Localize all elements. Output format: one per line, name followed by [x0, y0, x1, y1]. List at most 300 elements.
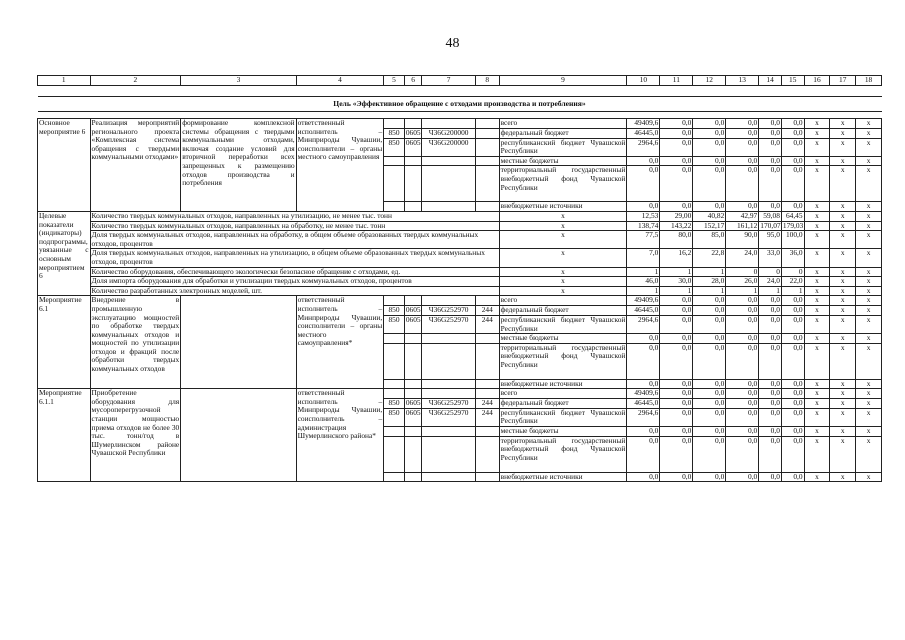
year-value: x: [830, 436, 856, 472]
gap-row: [38, 112, 882, 119]
year-value: x: [804, 436, 830, 472]
section-code: [404, 166, 422, 202]
grbs-code: [384, 436, 405, 472]
year-value: 0,0: [726, 334, 759, 344]
indicator-x: x: [499, 249, 627, 267]
year-value: 0,0: [781, 306, 804, 316]
column-number: 2: [90, 76, 181, 86]
year-value: x: [830, 166, 856, 202]
year-value: x: [856, 306, 882, 316]
year-value: 0,0: [693, 389, 726, 399]
indicator-value: 29,00: [660, 211, 693, 221]
indicator-value: x: [830, 211, 856, 221]
indicator-value: 1: [726, 286, 759, 296]
year-value: 2964,6: [627, 315, 660, 333]
year-value: x: [856, 436, 882, 472]
year-value: 0,0: [759, 436, 782, 472]
year-value: x: [856, 472, 882, 482]
year-value: 0,0: [726, 166, 759, 202]
grbs-code: [384, 156, 405, 166]
target-article-code: [422, 119, 476, 129]
funding-source: местные бюджеты: [499, 427, 627, 437]
section-code: 0605: [404, 315, 422, 333]
column-number: 18: [856, 76, 882, 86]
year-value: 0,0: [627, 472, 660, 482]
indicator-value: 1: [627, 286, 660, 296]
year-value: x: [804, 296, 830, 306]
indicator-row: [38, 211, 882, 221]
grbs-code: [384, 166, 405, 202]
indicator-x: x: [499, 221, 627, 231]
funding-source: федеральный бюджет: [499, 399, 627, 409]
target-article-code: [422, 156, 476, 166]
year-value: 0,0: [693, 379, 726, 389]
year-value: 0,0: [759, 343, 782, 379]
year-value: x: [804, 343, 830, 379]
funding-source: местные бюджеты: [499, 334, 627, 344]
indicator-value: 30,0: [660, 277, 693, 287]
year-value: 46445,0: [627, 399, 660, 409]
program-table: [37, 75, 882, 482]
indicator-value: 100,0: [781, 231, 804, 249]
year-value: x: [804, 408, 830, 426]
target-article-code: [422, 334, 476, 344]
expense-type-code: [475, 138, 499, 156]
grbs-code: [384, 343, 405, 379]
indicator-value: 7,0: [627, 249, 660, 267]
year-value: 0,0: [726, 296, 759, 306]
expense-type-code: [475, 166, 499, 202]
indicator-value: 36,0: [781, 249, 804, 267]
year-value: x: [804, 202, 830, 212]
year-value: 46445,0: [627, 129, 660, 139]
funding-source: внебюджетные источники: [499, 202, 627, 212]
year-value: 2964,6: [627, 408, 660, 426]
year-value: 0,0: [627, 334, 660, 344]
indicator-value: 1: [660, 267, 693, 277]
executors: ответственный исполнитель – Минприроды Чувашии, соисполнители – органы местного самоуправления: [296, 119, 384, 212]
year-value: x: [804, 472, 830, 482]
goal-title: Цель «Эффективное обращение с отходами производства и потребления»: [38, 97, 882, 112]
year-value: x: [856, 315, 882, 333]
year-value: 0,0: [660, 427, 693, 437]
year-value: 0,0: [627, 427, 660, 437]
year-value: 0,0: [660, 306, 693, 316]
indicator-value: 22,8: [693, 249, 726, 267]
year-value: 0,0: [781, 436, 804, 472]
indicator-value: 1: [693, 286, 726, 296]
year-value: 0,0: [660, 436, 693, 472]
funding-row: [38, 389, 882, 399]
year-value: 0,0: [660, 129, 693, 139]
activity-code: Мероприятие 6.1: [38, 296, 91, 389]
year-value: 0,0: [660, 119, 693, 129]
indicator-row: [38, 267, 882, 277]
goal-row: [38, 97, 882, 112]
year-value: x: [830, 315, 856, 333]
indicator-value: 0: [781, 267, 804, 277]
target-article-code: [422, 343, 476, 379]
section-code: [404, 343, 422, 379]
section-code: [404, 379, 422, 389]
target-article-code: [422, 389, 476, 399]
year-value: 0,0: [781, 334, 804, 344]
indicator-value: 0: [759, 267, 782, 277]
column-number: 6: [404, 76, 422, 86]
grbs-code: 850: [384, 129, 405, 139]
expense-type-code: 244: [475, 399, 499, 409]
expense-type-code: [475, 472, 499, 482]
year-value: 0,0: [726, 472, 759, 482]
gap-row: [38, 86, 882, 97]
year-value: 0,0: [627, 379, 660, 389]
section-code: [404, 427, 422, 437]
year-value: 0,0: [759, 389, 782, 399]
indicator-row: [38, 286, 882, 296]
year-value: 0,0: [660, 315, 693, 333]
year-value: 49409,6: [627, 389, 660, 399]
section-code: [404, 436, 422, 472]
indicator-value: 85,0: [693, 231, 726, 249]
year-value: 0,0: [693, 138, 726, 156]
grbs-code: 850: [384, 408, 405, 426]
indicator-value: 46,0: [627, 277, 660, 287]
target-article-code: [422, 166, 476, 202]
year-value: 0,0: [693, 436, 726, 472]
indicator-name: Доля импорта оборудования для обработки и утилизации твердых коммунальных отходов, процентов: [90, 277, 499, 287]
year-value: 0,0: [759, 129, 782, 139]
indicator-value: x: [830, 286, 856, 296]
year-value: x: [804, 166, 830, 202]
expense-type-code: [475, 379, 499, 389]
page-number: 48: [445, 36, 460, 51]
funding-source: внебюджетные источники: [499, 379, 627, 389]
year-value: 0,0: [660, 343, 693, 379]
year-value: 0,0: [627, 166, 660, 202]
year-value: x: [830, 343, 856, 379]
year-value: x: [856, 138, 882, 156]
year-value: 0,0: [660, 379, 693, 389]
year-value: 0,0: [693, 427, 726, 437]
year-value: 0,0: [726, 129, 759, 139]
activity-result: [181, 296, 296, 389]
indicator-value: 1: [759, 286, 782, 296]
year-value: 49409,6: [627, 296, 660, 306]
indicator-value: 24,0: [759, 277, 782, 287]
year-value: 0,0: [759, 408, 782, 426]
year-value: x: [856, 202, 882, 212]
expense-type-code: [475, 156, 499, 166]
year-value: 0,0: [660, 389, 693, 399]
section-code: [404, 334, 422, 344]
activity-result: формирование комплексной системы обращения с твердыми коммунальными отходами, включая создание условий для вторичной переработки всех запрещенных к размещению отходов производства и потребления: [181, 119, 296, 212]
expense-type-code: [475, 436, 499, 472]
indicator-name: Количество разработанных электронных моделей, шт.: [90, 286, 499, 296]
expense-type-code: [475, 129, 499, 139]
year-value: 0,0: [627, 343, 660, 379]
indicator-value: x: [804, 267, 830, 277]
target-article-code: [422, 436, 476, 472]
year-value: 0,0: [781, 296, 804, 306]
section-code: [404, 202, 422, 212]
year-value: 0,0: [693, 296, 726, 306]
year-value: 0,0: [627, 202, 660, 212]
target-article-code: Ч36G252970: [422, 408, 476, 426]
expense-type-code: 244: [475, 315, 499, 333]
year-value: x: [856, 166, 882, 202]
activity-code: Мероприятие 6.1.1: [38, 389, 91, 482]
target-article-code: [422, 379, 476, 389]
indicator-value: 143,22: [660, 221, 693, 231]
year-value: 49409,6: [627, 119, 660, 129]
year-value: 0,0: [627, 156, 660, 166]
indicator-value: 179,03: [782, 221, 804, 230]
indicator-value: 1: [627, 267, 660, 277]
indicator-value: x: [830, 249, 856, 267]
expense-type-code: 244: [475, 408, 499, 426]
year-value: 0,0: [781, 166, 804, 202]
indicator-value: 0: [726, 267, 759, 277]
year-value: x: [804, 156, 830, 166]
year-value: 0,0: [759, 379, 782, 389]
year-value: 0,0: [781, 472, 804, 482]
year-value: 0,0: [781, 315, 804, 333]
activity-name: Внедрение в промышленную эксплуатацию мощностей по обработке твердых коммунальных отходов и мощностей по утилизации отходов и фракций после обработки твердых коммунальных отходов: [90, 296, 181, 389]
indicator-value: 22,0: [781, 277, 804, 287]
indicator-name: Доля твердых коммунальных отходов, направленных на обработку, в общем объеме образованных твердых коммунальных отходов, процентов: [90, 231, 499, 249]
expense-type-code: [475, 202, 499, 212]
year-value: 0,0: [759, 202, 782, 212]
year-value: 0,0: [726, 119, 759, 129]
year-value: x: [856, 156, 882, 166]
expense-type-code: [475, 343, 499, 379]
year-value: 0,0: [726, 389, 759, 399]
indicator-value: x: [804, 249, 830, 267]
year-value: 0,0: [660, 296, 693, 306]
column-number: 12: [693, 76, 726, 86]
indicator-value: x: [830, 231, 856, 249]
section-code: [404, 389, 422, 399]
year-value: 0,0: [726, 156, 759, 166]
year-value: 0,0: [759, 334, 782, 344]
indicator-x: x: [499, 211, 627, 221]
year-value: x: [856, 334, 882, 344]
year-value: x: [804, 427, 830, 437]
indicator-value: 64,45: [781, 211, 804, 221]
indicator-name: Количество твердых коммунальных отходов, направленных на обработку, не менее тыс. тонн: [90, 221, 499, 231]
target-article-code: [422, 296, 476, 306]
grbs-code: 850: [384, 315, 405, 333]
indicator-value: x: [856, 286, 882, 296]
indicator-value: 1: [693, 267, 726, 277]
year-value: 0,0: [693, 408, 726, 426]
year-value: 0,0: [726, 343, 759, 379]
grbs-code: [384, 119, 405, 129]
year-value: 0,0: [759, 399, 782, 409]
year-value: x: [804, 129, 830, 139]
indicator-value: 138,74: [627, 221, 660, 231]
indicator-row: [38, 221, 882, 231]
expense-type-code: 244: [475, 306, 499, 316]
column-number: 9: [499, 76, 627, 86]
year-value: 0,0: [781, 408, 804, 426]
expense-type-code: [475, 334, 499, 344]
indicator-value: 24,0: [726, 249, 759, 267]
indicator-value: 1: [660, 286, 693, 296]
column-number: 1: [38, 76, 91, 86]
year-value: x: [856, 427, 882, 437]
year-value: 0,0: [693, 472, 726, 482]
column-number: 17: [830, 76, 856, 86]
year-value: 0,0: [660, 472, 693, 482]
indicator-row: [38, 277, 882, 287]
year-value: 46445,0: [627, 306, 660, 316]
section-code: 0605: [405, 398, 421, 408]
year-value: 0,0: [726, 436, 759, 472]
expense-type-code: [475, 427, 499, 437]
year-value: x: [856, 379, 882, 389]
indicator-value: 33,0: [759, 249, 782, 267]
year-value: x: [830, 129, 856, 139]
target-article-code: Ч36G252970: [422, 315, 476, 333]
year-value: 0,0: [693, 129, 726, 139]
column-number: 5: [384, 76, 405, 86]
target-article-code: Ч36G252970: [422, 399, 476, 409]
section-code: 0605: [405, 305, 421, 315]
year-value: x: [830, 389, 856, 399]
grbs-code: [384, 389, 405, 399]
target-article-code: [422, 202, 476, 212]
year-value: 0,0: [693, 399, 726, 409]
funding-source: территориальный государственный внебюджетный фонд Чувашской Республики: [499, 166, 627, 202]
year-value: 0,0: [693, 315, 726, 333]
year-value: x: [830, 334, 856, 344]
indicator-value: x: [804, 286, 830, 296]
indicator-value: x: [804, 211, 830, 221]
funding-source: республиканский бюджет Чувашской Республики: [500, 315, 626, 333]
indicator-value: 42,97: [726, 211, 759, 221]
column-number: 10: [627, 76, 660, 86]
funding-source: всего: [499, 119, 627, 129]
year-value: 0,0: [781, 399, 804, 409]
funding-source: федеральный бюджет: [499, 306, 627, 316]
grbs-code: 850: [384, 138, 405, 156]
year-value: 2964,6: [627, 138, 660, 156]
indicator-value: x: [830, 277, 856, 287]
target-article-code: Ч36G200000: [422, 138, 476, 156]
year-value: 0,0: [660, 334, 693, 344]
indicator-value: x: [856, 221, 882, 231]
indicator-value: 28,0: [693, 277, 726, 287]
target-article-code: [422, 427, 476, 437]
grbs-code: [384, 296, 405, 306]
executors: ответственный исполнитель – Минприроды Чувашии, соисполнители – органы местного самоуправления*: [296, 296, 384, 389]
indicator-value: 170,07: [760, 221, 781, 230]
target-article-code: [422, 472, 476, 482]
column-number: 7: [422, 76, 476, 86]
year-value: x: [830, 472, 856, 482]
year-value: x: [804, 389, 830, 399]
year-value: x: [856, 296, 882, 306]
indicator-value: 95,0: [759, 231, 782, 249]
year-value: x: [804, 399, 830, 409]
indicator-x: x: [499, 277, 627, 287]
indicator-x: x: [499, 231, 627, 249]
grbs-code: 850: [384, 399, 405, 409]
indicator-value: 1: [781, 286, 804, 296]
year-value: x: [804, 306, 830, 316]
indicator-value: 12,53: [627, 211, 660, 221]
section-code: [404, 296, 422, 306]
header-row: [38, 76, 882, 86]
funding-row: [38, 296, 882, 306]
funding-source: внебюджетные источники: [499, 472, 627, 482]
indicator-value: 161,12: [726, 221, 759, 231]
year-value: x: [804, 138, 830, 156]
year-value: 0,0: [781, 389, 804, 399]
indicator-value: 152,17: [693, 221, 726, 231]
year-value: x: [830, 427, 856, 437]
year-value: 0,0: [660, 166, 693, 202]
year-value: 0,0: [693, 334, 726, 344]
year-value: x: [830, 202, 856, 212]
year-value: 0,0: [759, 306, 782, 316]
section-code: 0605: [404, 138, 422, 156]
year-value: 0,0: [781, 343, 804, 379]
grbs-code: [384, 379, 405, 389]
year-value: 0,0: [660, 408, 693, 426]
year-value: 0,0: [781, 202, 804, 212]
indicator-value: 77,5: [627, 231, 660, 249]
indicator-value: 16,2: [660, 249, 693, 267]
year-value: 0,0: [627, 436, 660, 472]
indicator-value: x: [804, 221, 830, 231]
funding-source: всего: [499, 296, 627, 306]
year-value: 0,0: [693, 119, 726, 129]
year-value: 0,0: [693, 166, 726, 202]
indicator-x: x: [499, 267, 627, 277]
column-number: 4: [296, 76, 384, 86]
funding-source: федеральный бюджет: [499, 129, 627, 139]
expense-type-code: [475, 389, 499, 399]
year-value: 0,0: [781, 156, 804, 166]
column-number: 11: [660, 76, 693, 86]
funding-source: всего: [499, 389, 627, 399]
column-number: 14: [759, 76, 782, 86]
section-code: [404, 156, 422, 166]
indicator-name: Доля твердых коммунальных отходов, направленных на утилизацию, в общем объеме образованных твердых коммунальных отходов, процентов: [90, 249, 499, 267]
activity-name: Приобретение оборудования для мусороперегрузочной станции мощностью приема отходов не более 30 тыс. тонн/год в Шумерлинском районе Чувашской Республики: [90, 389, 181, 482]
grbs-code: [384, 202, 405, 212]
section-code: 0605: [404, 408, 422, 426]
indicator-row: [38, 231, 882, 249]
indicator-value: 59,08: [759, 211, 782, 221]
section-code: [404, 472, 422, 482]
year-value: 0,0: [726, 379, 759, 389]
activity-code: Основное мероприятие 6: [38, 119, 91, 212]
activity-name: Реализация мероприятий регионального проекта «Комплексная система обращения с твердыми коммунальными отходами»: [90, 119, 181, 212]
year-value: 0,0: [759, 119, 782, 129]
indicator-value: x: [856, 277, 882, 287]
year-value: x: [830, 296, 856, 306]
year-value: 0,0: [726, 315, 759, 333]
year-value: x: [856, 129, 882, 139]
grbs-code: [384, 334, 405, 344]
grbs-code: [384, 472, 405, 482]
column-number: 13: [726, 76, 759, 86]
column-number: 15: [781, 76, 804, 86]
year-value: 0,0: [726, 399, 759, 409]
